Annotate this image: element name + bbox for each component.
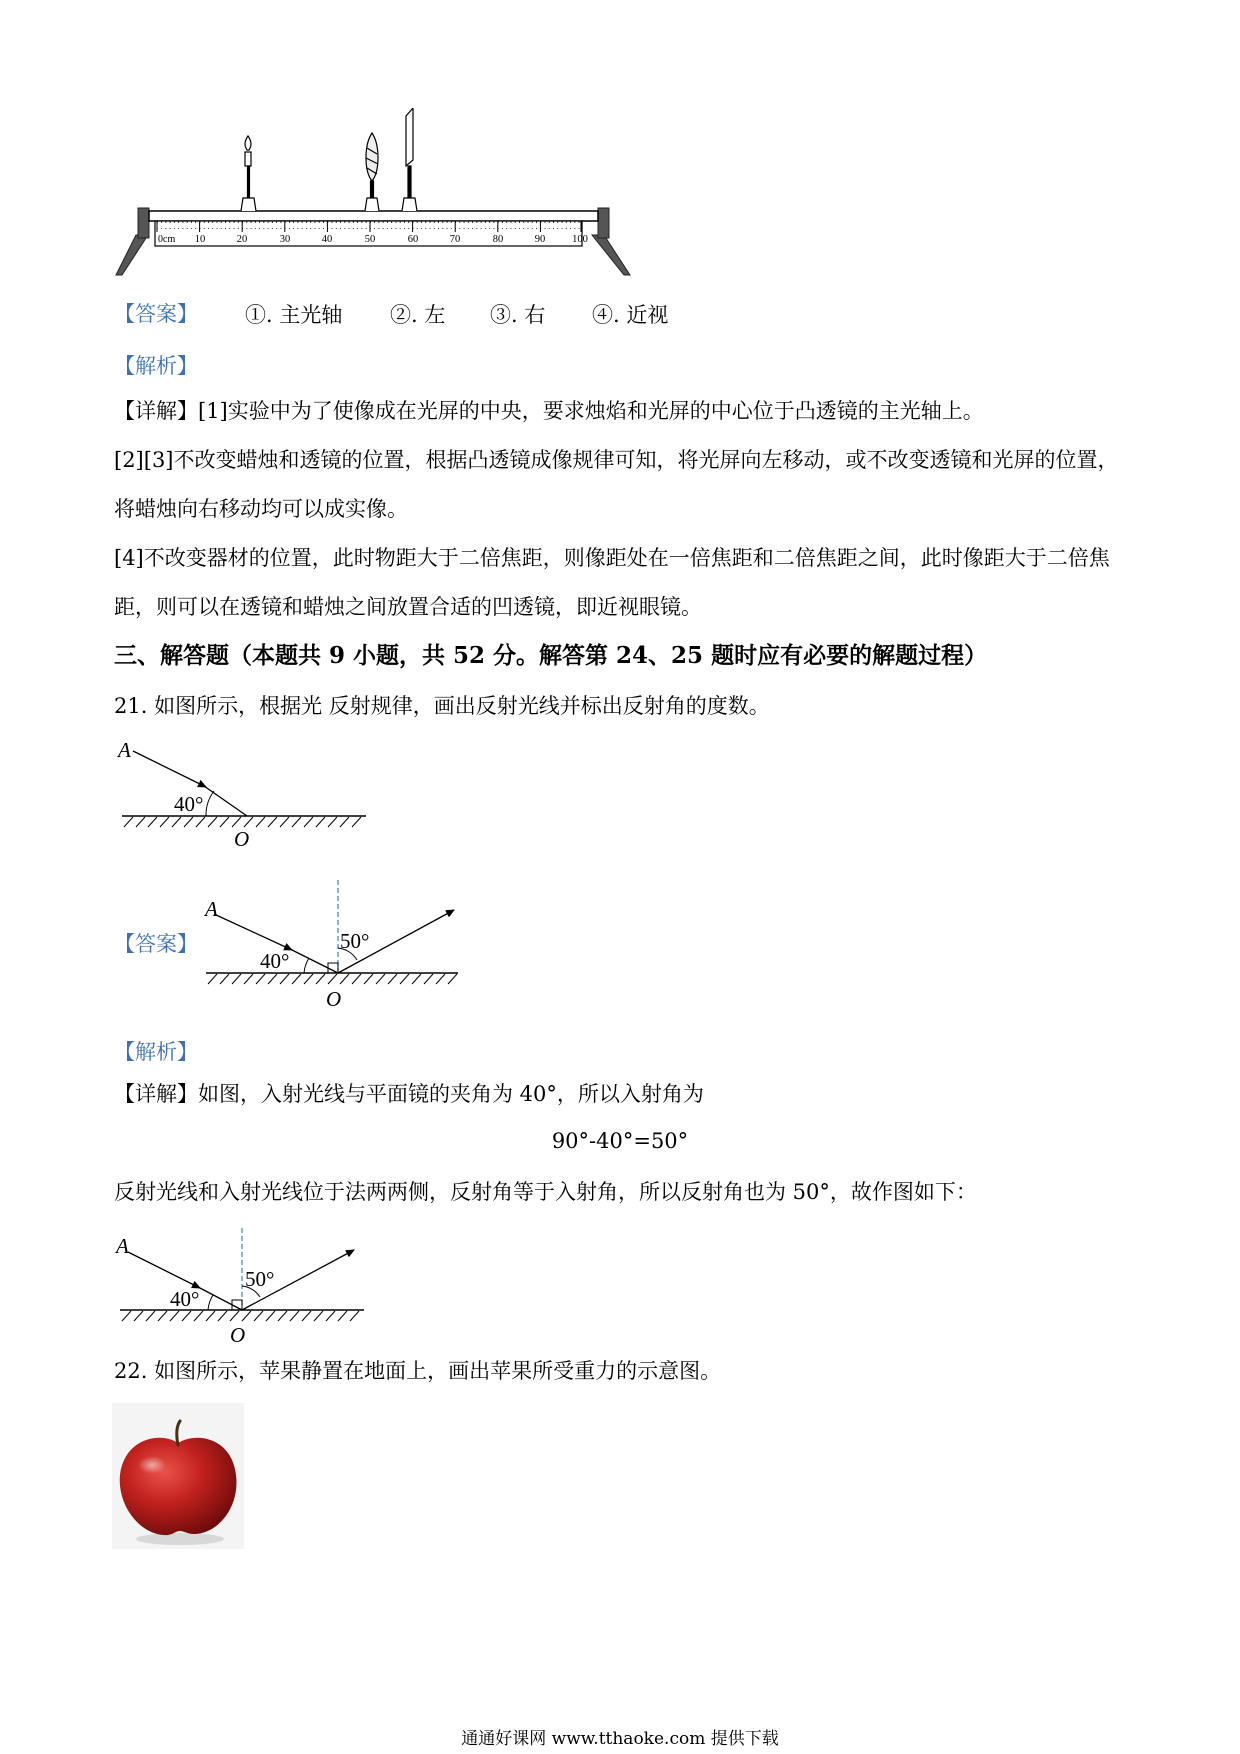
answer-item-3: ③. 右 xyxy=(490,303,546,327)
q21-label-A: A xyxy=(118,738,131,762)
question-22-text: 22. 如图所示，苹果静置在地面上，画出苹果所受重力的示意图。 xyxy=(114,1359,722,1383)
analysis-paragraph-2: [2][3]不改变蜡烛和透镜的位置，根据凸透镜成像规律可知，将光屏向左移动，或不改变透镜和光屏的位置，将蜡烛向右移动均可以成实像。 xyxy=(114,448,1119,521)
ruler-tick-50: 50 xyxy=(364,234,376,245)
ruler-tick-10: 10 xyxy=(194,234,206,245)
ruler-tick-60: 60 xyxy=(407,234,419,245)
apple-image xyxy=(112,1403,244,1549)
q21-figure xyxy=(114,733,374,853)
ruler-tick-80: 80 xyxy=(492,234,504,245)
ruler-tick-70: 70 xyxy=(449,234,461,245)
q21-answer-label-O: O xyxy=(326,987,342,1011)
footer-credit: 通通好课网 www.tthaoke.com 提供下载 xyxy=(461,1729,779,1749)
q21-final-angle-incident: 40° xyxy=(170,1287,200,1311)
q21-final-label-O: O xyxy=(230,1323,246,1347)
q21-detail-prefix: 【详解】 xyxy=(114,1082,198,1106)
analysis-paragraph-3: [4]不改变器材的位置，此时物距大于二倍焦距，则像距处在一倍焦距和二倍焦距之间，此时像距大于二倍焦距，则可以在透镜和蜡烛之间放置合适的凹透镜，即近视眼镜。 xyxy=(114,546,1110,619)
convex-lens-icon xyxy=(365,133,379,211)
q21-label-O: O xyxy=(234,827,250,851)
q21-answer-angle-incident: 40° xyxy=(260,949,290,973)
analysis-paragraph-1 xyxy=(114,387,1130,436)
analysis-tag-q20: 【解析】 xyxy=(114,354,198,378)
candle-icon xyxy=(241,136,256,211)
question-21-text: 21. 如图所示，根据光 反射规律，画出反射光线并标出反射角的度数。 xyxy=(114,694,770,718)
ruler-tick-40: 40 xyxy=(321,234,333,245)
q21-detail-text: 如图，入射光线与平面镜的夹角为 40°，所以入射角为 xyxy=(198,1082,704,1106)
q21-angle-label: 40° xyxy=(174,792,204,816)
section-title-3: 三、解答题（本题共 9 小题，共 52 分。解答第 24、25 题时应有必要的解题过程） xyxy=(114,642,988,669)
analysis-tag-q21: 【解析】 xyxy=(114,1040,198,1064)
q21-conclusion: 反射光线和入射光线位于法两两侧，反射角等于入射角，所以反射角也为 50°，故作图如下： xyxy=(114,1180,977,1204)
detail-text-1: [1]实验中为了使像成在光屏的中央，要求烛焰和光屏的中心位于凸透镜的主光轴上。 xyxy=(198,399,984,423)
ruler-tick-20: 20 xyxy=(236,234,248,245)
answer-tag-q21: 【答案】 xyxy=(114,932,198,956)
q21-equation: 90°-40°=50° xyxy=(551,1129,689,1153)
ruler-tick-100: 100 xyxy=(572,234,588,245)
detail-prefix: 【详解】 xyxy=(114,399,198,423)
answer-tag-q20: 【答案】 xyxy=(114,302,198,326)
answer-item-1: ①. 主光轴 xyxy=(245,303,343,327)
answer-item-4: ④. 近视 xyxy=(592,303,669,327)
q21-final-angle-reflect: 50° xyxy=(245,1267,275,1291)
ruler-unit-label: 0cm xyxy=(158,234,176,245)
light-screen-icon xyxy=(402,108,417,211)
optical-bench-figure xyxy=(110,108,640,278)
q21-final-figure xyxy=(114,1228,374,1348)
q21-detail-paragraph xyxy=(114,1070,1130,1119)
q21-final-label-A: A xyxy=(116,1234,129,1258)
ruler-tick-30: 30 xyxy=(279,234,291,245)
q21-answer-label-A: A xyxy=(205,897,218,921)
q21-answer-angle-reflect: 50° xyxy=(340,929,370,953)
answer-item-2: ②. 左 xyxy=(390,303,446,327)
q21-answer-figure xyxy=(202,878,462,1013)
ruler-tick-90: 90 xyxy=(534,234,546,245)
